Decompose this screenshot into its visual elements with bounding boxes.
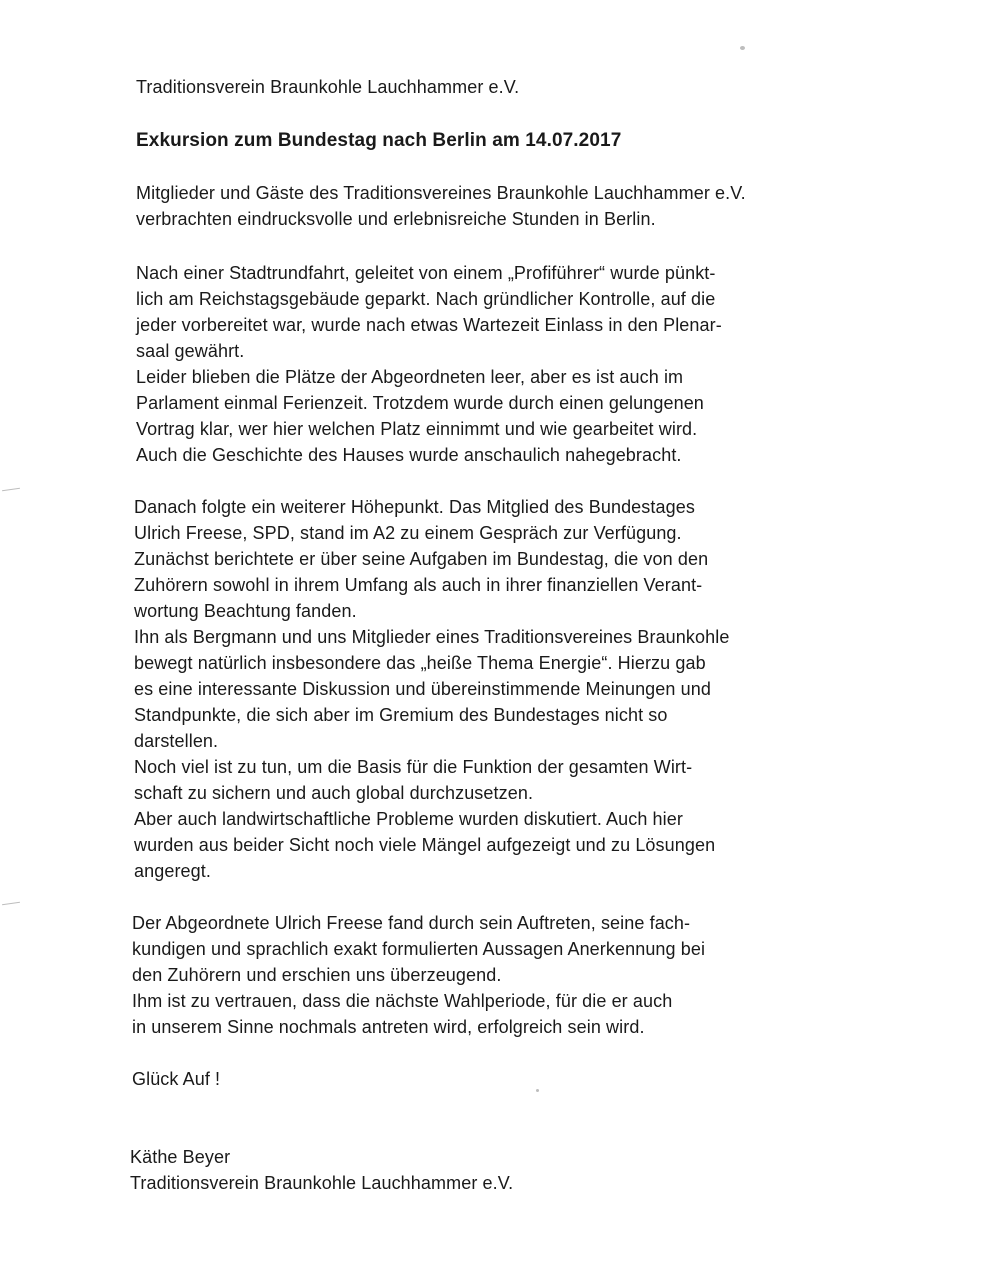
paragraph-2-line: Parlament einmal Ferienzeit. Trotzdem wurde durch einen gelungenen	[136, 393, 704, 413]
paragraph-3-line: Ulrich Freese, SPD, stand im A2 zu einem Gespräch zur Verfügung.	[134, 523, 682, 543]
signature-organization: Traditionsverein Braunkohle Lauchhammer e.V.	[130, 1173, 514, 1193]
paragraph-3-line: darstellen.	[134, 731, 219, 751]
letter-header: Traditionsverein Braunkohle Lauchhammer e.V.	[136, 77, 520, 97]
signature-name: Käthe Beyer	[130, 1147, 231, 1167]
paragraph-3-line: wurden aus beider Sicht noch viele Mängel aufgezeigt und zu Lösungen	[134, 835, 716, 855]
paragraph-1-line: Mitglieder und Gäste des Traditionsvereines Braunkohle Lauchhammer e.V.	[136, 183, 746, 203]
paragraph-3-line: angeregt.	[134, 861, 211, 881]
paragraph-3-line: Zunächst berichtete er über seine Aufgaben im Bundestag, die von den	[134, 549, 709, 569]
paragraph-3-line: Aber auch landwirtschaftliche Probleme wurden diskutiert. Auch hier	[134, 809, 683, 829]
paragraph-2-line: lich am Reichstagsgebäude geparkt. Nach gründlicher Kontrolle, auf die	[136, 289, 716, 309]
closing-greeting: Glück Auf !	[132, 1069, 221, 1089]
scan-speck	[740, 46, 745, 50]
paragraph-2-line: jeder vorbereitet war, wurde nach etwas Wartezeit Einlass in den Plenar-	[136, 315, 722, 335]
paragraph-3-line: Ihn als Bergmann und uns Mitglieder eines Traditionsvereines Braunkohle	[134, 627, 730, 647]
paragraph-3-line: Standpunkte, die sich aber im Gremium des Bundestages nicht so	[134, 705, 668, 725]
paragraph-4-line: Der Abgeordnete Ulrich Freese fand durch sein Auftreten, seine fach-	[132, 913, 691, 933]
paragraph-2-line: Nach einer Stadtrundfahrt, geleitet von einem „Profiführer“ wurde pünkt-	[136, 263, 716, 283]
paragraph-3-line: Zuhörern sowohl in ihrem Umfang als auch in ihrer finanziellen Verant-	[134, 575, 703, 595]
scan-edge-mark	[2, 902, 20, 905]
paragraph-4-line: Ihm ist zu vertrauen, dass die nächste Wahlperiode, für die er auch	[132, 991, 673, 1011]
paragraph-4-line: kundigen und sprachlich exakt formulierten Aussagen Anerkennung bei	[132, 939, 706, 959]
paragraph-3-line: Noch viel ist zu tun, um die Basis für die Funktion der gesamten Wirt-	[134, 757, 693, 777]
paragraph-4-line: den Zuhörern und erschien uns überzeugend.	[132, 965, 502, 985]
paragraph-2-line: Auch die Geschichte des Hauses wurde anschaulich nahegebracht.	[136, 445, 682, 465]
paragraph-2-line: Leider blieben die Plätze der Abgeordneten leer, aber es ist auch im	[136, 367, 684, 387]
paragraph-2-line: saal gewährt.	[136, 341, 245, 361]
scan-speck	[536, 1089, 539, 1092]
paragraph-3-line: bewegt natürlich insbesondere das „heiße Thema Energie“. Hierzu gab	[134, 653, 706, 673]
scan-edge-mark	[2, 488, 20, 491]
paragraph-4-line: in unserem Sinne nochmals antreten wird, erfolgreich sein wird.	[132, 1017, 645, 1037]
paragraph-3-line: Danach folgte ein weiterer Höhepunkt. Das Mitglied des Bundestages	[134, 497, 695, 517]
paragraph-3-line: wortung Beachtung fanden.	[134, 601, 357, 621]
letter-title: Exkursion zum Bundestag nach Berlin am 14.07.2017	[136, 130, 622, 151]
paragraph-3-line: es eine interessante Diskussion und übereinstimmende Meinungen und	[134, 679, 711, 699]
paragraph-1-line: verbrachten eindrucksvolle und erlebnisreiche Stunden in Berlin.	[136, 209, 656, 229]
paragraph-3-line: schaft zu sichern und auch global durchzusetzen.	[134, 783, 534, 803]
paragraph-2-line: Vortrag klar, wer hier welchen Platz einnimmt und wie gearbeitet wird.	[136, 419, 698, 439]
